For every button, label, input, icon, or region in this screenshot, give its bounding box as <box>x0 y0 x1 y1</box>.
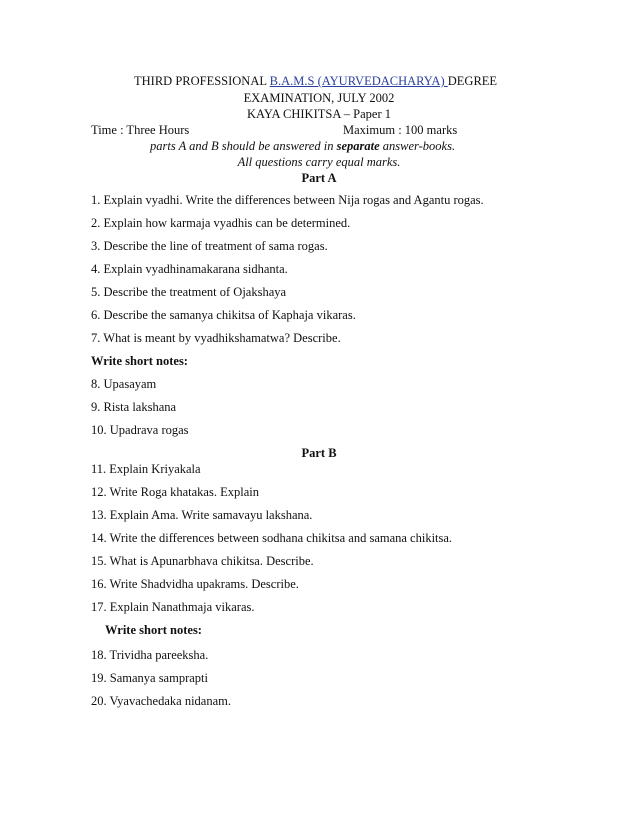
part-a-short-notes-heading: Write short notes: <box>91 354 188 368</box>
short-note-item: 20. Vyavachedaka nidanam. <box>91 694 231 708</box>
question-item: 5. Describe the treatment of Ojakshaya <box>91 285 287 299</box>
degree-link[interactable]: B.A.M.S (AYURVEDACHARYA) <box>269 74 448 88</box>
instruction-suffix: answer-books. <box>379 139 456 153</box>
question-item: 4. Explain vyadhinamakarana sidhanta. <box>91 262 288 276</box>
part-b-heading: Part B <box>301 446 337 460</box>
question-item: 1. Explain vyadhi. Write the differences between Nija rogas and Agantu rogas. <box>91 193 484 207</box>
exam-session: EXAMINATION, JULY 2002 <box>243 91 395 105</box>
exam-title-line <box>134 74 497 89</box>
question-item: 17. Explain Nanathmaja vikaras. <box>91 600 255 614</box>
question-item: 6. Describe the samanya chikitsa of Kaphaja vikaras. <box>91 308 356 322</box>
instruction-bold: separate <box>336 139 380 153</box>
question-item: 13. Explain Ama. Write samavayu lakshana. <box>91 508 313 522</box>
exam-title-prefix: THIRD PROFESSIONAL <box>134 74 270 88</box>
question-item: 11. Explain Kriyakala <box>91 462 201 476</box>
question-item: 15. What is Apunarbhava chikitsa. Describe. <box>91 554 314 568</box>
short-note-item: 10. Upadrava rogas <box>91 423 189 437</box>
paper-title: KAYA CHIKITSA – Paper 1 <box>247 107 391 121</box>
part-a-heading: Part A <box>301 171 337 185</box>
question-item: 7. What is meant by vyadhikshamatwa? Describe. <box>91 331 341 345</box>
maximum-marks: Maximum : 100 marks <box>343 123 458 137</box>
short-note-item: 18. Trividha pareeksha. <box>91 648 209 662</box>
short-note-item: 19. Samanya samprapti <box>91 671 208 685</box>
instruction-answer-books <box>150 139 455 154</box>
part-b-short-notes-heading: Write short notes: <box>105 623 202 637</box>
question-item: 16. Write Shadvidha upakrams. Describe. <box>91 577 299 591</box>
question-item: 14. Write the differences between sodhana chikitsa and samana chikitsa. <box>91 531 453 545</box>
instruction-prefix: parts A and B should be answered in <box>150 139 337 153</box>
instruction-equal-marks: All questions carry equal marks. <box>237 155 401 169</box>
question-item: 2. Explain how karmaja vyadhis can be determined. <box>91 216 351 230</box>
time-allowed: Time : Three Hours <box>91 123 190 137</box>
exam-title-suffix: DEGREE <box>447 74 498 88</box>
question-item: 12. Write Roga khatakas. Explain <box>91 485 259 499</box>
short-note-item: 9. Rista lakshana <box>91 400 177 414</box>
short-note-item: 8. Upasayam <box>91 377 157 391</box>
question-item: 3. Describe the line of treatment of sama rogas. <box>91 239 328 253</box>
